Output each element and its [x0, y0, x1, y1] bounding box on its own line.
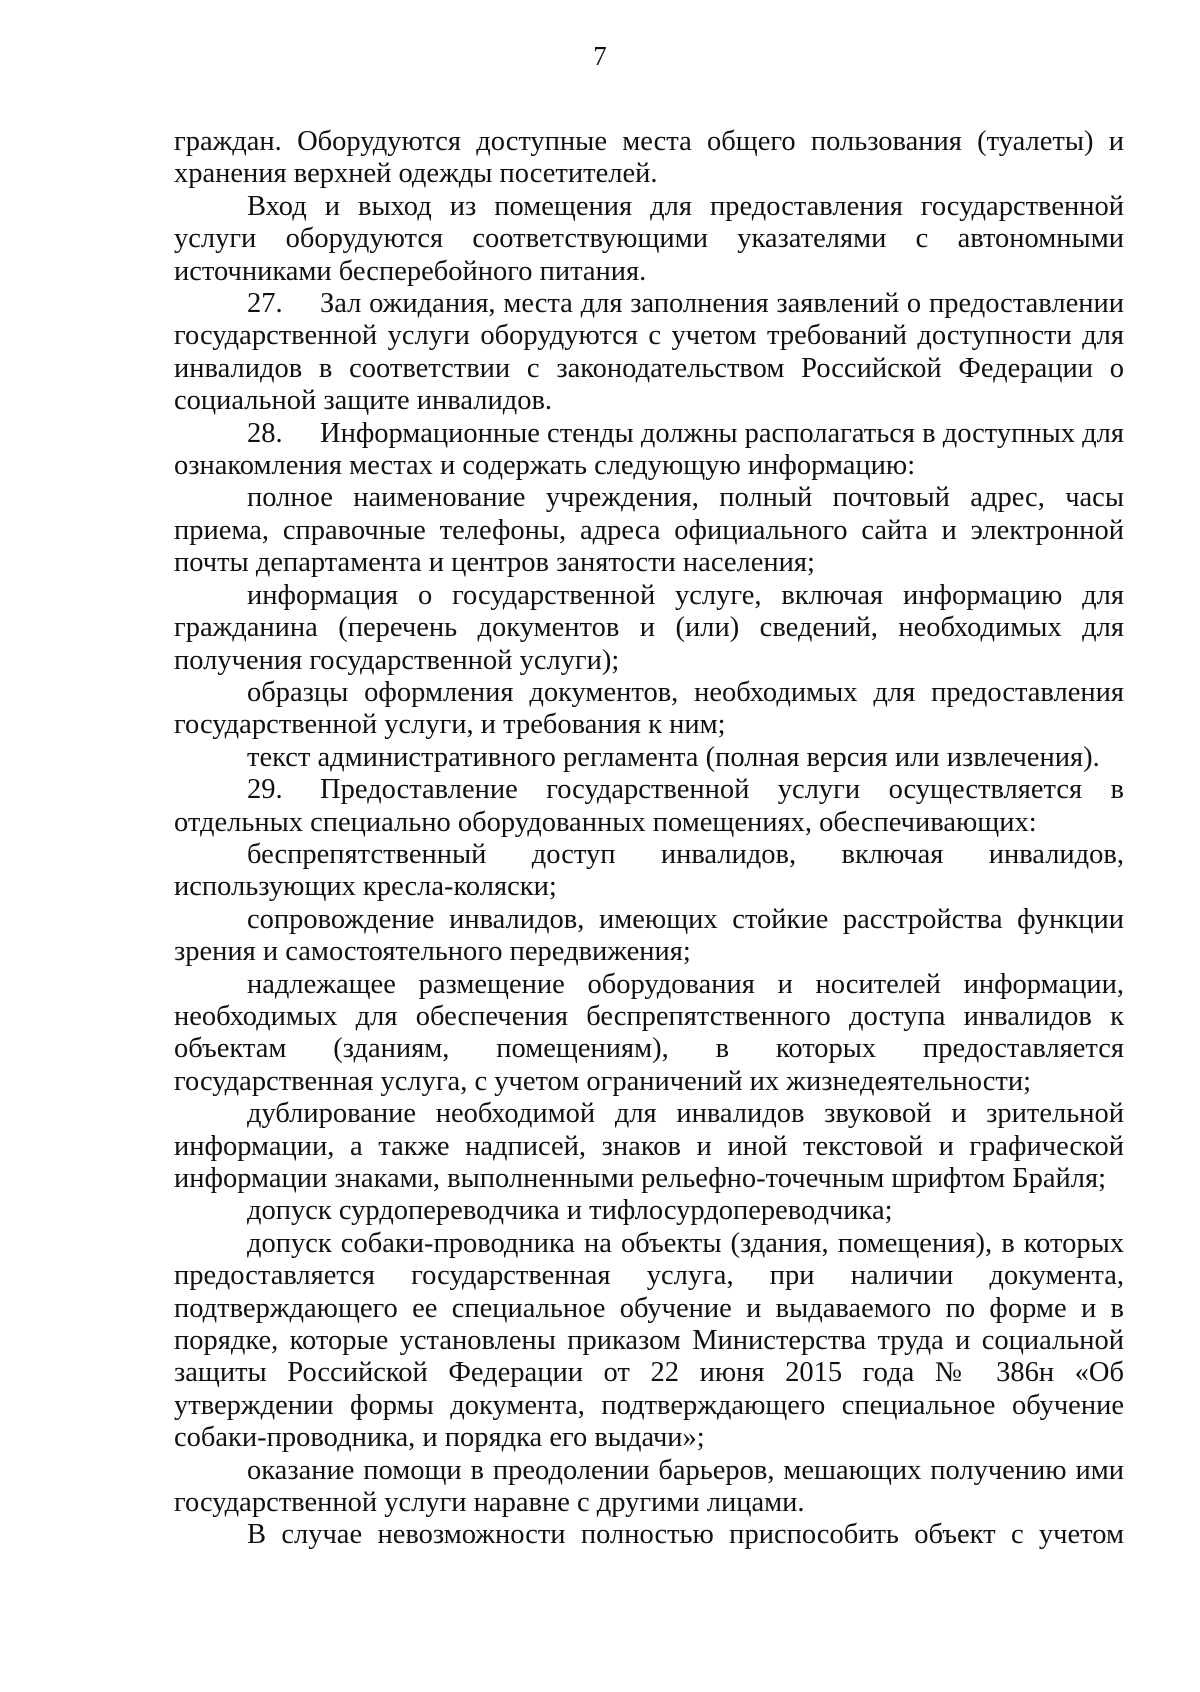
paragraph-final-partial: В случае невозможности полностью приспособить объект с учетом: [247, 1519, 1124, 1551]
list-item-service-info: информация о государственной услуге, включая информацию для гражданина (перечень документов и (или) сведений, необходимых для получения государственной услуги);: [174, 579, 1124, 676]
clause-text: Зал ожидания, места для заполнения заявлений о предоставлении государственной услуги оборудуются с учетом требований доступности для инвалидов в соответствии с законодательством Российской Федерации о социальной защите инвалидов.: [174, 288, 1124, 417]
list-item-sign-interpreter: допуск сурдопереводчика и тифлосурдопереводчика;: [247, 1195, 893, 1227]
list-item-duplication: дублирование необходимой для инвалидов звуковой и зрительной информации, а также надписей, знаков и иной текстовой и графической информации знаками, выполненными рельефно-точечным шрифтом Брайля;: [174, 1098, 1124, 1194]
clause-28: [174, 418, 1124, 483]
clause-number: 27.: [247, 288, 283, 320]
clause-29: [174, 774, 1124, 839]
document-body: [174, 126, 1124, 1552]
clause-27: [174, 288, 1124, 418]
list-item-regulation-text: текст административного регламента (полная версия или извлечения).: [247, 741, 1100, 773]
list-item-assistance: оказание помощи в преодолении барьеров, мешающих получению ими государственной услуги наравне с другими лицами.: [174, 1454, 1124, 1519]
list-item-free-access: беспрепятственный доступ инвалидов, включая инвалидов, использующих кресла-коляски;: [174, 838, 1124, 903]
clause-text: Информационные стенды должны располагаться в доступных для ознакомления местах и содержать следующую информацию:: [174, 417, 1124, 482]
list-item-samples: образцы оформления документов, необходимых для предоставления государственной услуги, и требования к ним;: [174, 676, 1124, 741]
clause-number: 28.: [247, 417, 283, 449]
clause-text: Предоставление государственной услуги осуществляется в отдельных специально оборудованных помещениях, обеспечивающих:: [174, 774, 1124, 838]
paragraph-continuation: граждан. Оборудуются доступные места общего пользования (туалеты) и хранения верхней одежды посетителей.: [174, 126, 1124, 190]
list-item-equipment: надлежащее размещение оборудования и носителей информации, необходимых для обеспечения беспрепятственного доступа инвалидов к объектам (зданиям, помещениям), в которых предоставляется государственная услуга, с учетом ограничений их жизнедеятельности;: [174, 968, 1124, 1097]
list-item-guide-dog: допуск собаки-проводника на объекты (здания, помещения), в которых предоставляется государственная услуга, при наличии документа, подтверждающего ее специальное обучение и выдаваемого по форме и в порядке, которые установлены приказом Министерства труда и социальной защиты Российской Федерации от 22 июня 2015 года № 386н «Об утверждении формы документа, подтверждающего специальное обучение собаки-проводника, и порядка его выдачи»;: [174, 1227, 1124, 1454]
page-number: 7: [593, 41, 607, 71]
list-item-escort: сопровождение инвалидов, имеющих стойкие расстройства функции зрения и самостоятельного передвижения;: [174, 903, 1124, 968]
clause-number: 29.: [247, 774, 283, 806]
list-item-full-name: полное наименование учреждения, полный почтовый адрес, часы приема, справочные телефоны, адреса официального сайта и электронной почты департамента и центров занятости населения;: [174, 482, 1124, 579]
paragraph-entrance-exit: Вход и выход из помещения для предоставления государственной услуги оборудуются соответствующими указателями с автономными источниками бесперебойного питания.: [174, 190, 1124, 287]
